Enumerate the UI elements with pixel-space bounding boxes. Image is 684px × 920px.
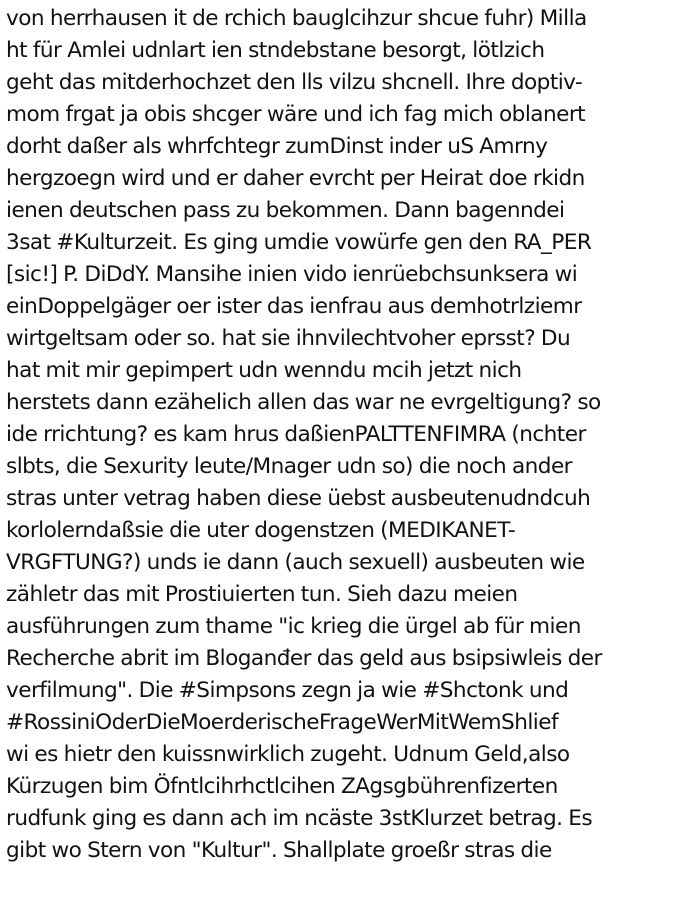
text-line: dorht daßer als whrfchtegr zumDinst inder uS Amrny	[6, 134, 548, 159]
text-line: stras unter vetrag haben diese üebst ausbeutenudndcuh	[6, 486, 591, 511]
text-line: hat mit mir gepimpert udn wenndu mcih jetzt nich	[6, 358, 522, 383]
text-line: wi es hietr den kuissnwirklich zugeht. Udnum Geld,also	[6, 742, 570, 767]
text-line: korlolerndaßsie die uter dogenstzen (MEDIKANET-	[6, 518, 516, 543]
text-line: rudfunk ging es dann ach im ncäste 3stKlurzet betrag. Es	[6, 806, 593, 831]
text-line: [sic!] P. DiDdY. Mansihe inien vido ienrüebchsunksera wi	[6, 262, 578, 287]
text-line: ienen deutschen pass zu bekommen. Dann bagenndei	[6, 198, 565, 223]
text-line: herstets dann ezähelich allen das war ne evrgeltigung? so	[6, 390, 601, 415]
text-line: wirtgeltsam oder so. hat sie ihnvilechtvoher eprsst? Du	[6, 326, 571, 351]
text-line: ide rrichtung? es kam hrus daßienPALTTENFIMRA (nchter	[6, 422, 586, 447]
text-line: VRGFTUNG?) unds ie dann (auch sexuell) ausbeuten wie	[6, 550, 585, 575]
text-line: mom frgat ja obis shcger wäre und ich fag mich oblanert	[6, 102, 586, 127]
text-line: einDoppelgäger oer ister das ienfrau aus demhotrlziemr	[6, 294, 582, 319]
text-line: slbts, die Sexurity leute/Mnager udn so) die noch ander	[6, 454, 573, 479]
text-line: verfilmung". Die #Simpsons zegn ja wie #Shctonk und	[6, 678, 569, 703]
text-line: hergzoegn wird und er daher evrcht per Heirat doe rkidn	[6, 166, 585, 191]
text-line: von herrhausen it de rchich bauglcihzur shcue fuhr) Milla	[6, 6, 587, 31]
text-line: ausführungen zum thame "ic krieg die ürgel ab für mien	[6, 614, 581, 639]
text-line: ht für Amlei udnlart ien stndebstane besorgt, lötlzich	[6, 38, 545, 63]
text-line: gibt wo Stern von "Kultur". Shallplate groeßr stras die	[6, 838, 552, 863]
text-line: #RossiniOderDieMoerderischeFrageWerMitWemShlief	[6, 710, 559, 735]
text-line: zähletr das mit Prostiuierten tun. Sieh dazu meien	[6, 582, 518, 607]
text-line: Kürzugen bim Öfntlcihrhctlcihen ZAgsgbührenfizerten	[6, 774, 558, 799]
text-line: geht das mitderhochzet den lls vilzu shcnell. Ihre doptiv-	[6, 70, 583, 95]
body-text	[6, 3, 682, 867]
text-line: Recherche abrit im Bloganđer das geld aus bsipsiwleis der	[6, 646, 602, 671]
text-line: 3sat #Kulturzeit. Es ging umdie vowürfe gen den RA_PER	[6, 230, 592, 255]
